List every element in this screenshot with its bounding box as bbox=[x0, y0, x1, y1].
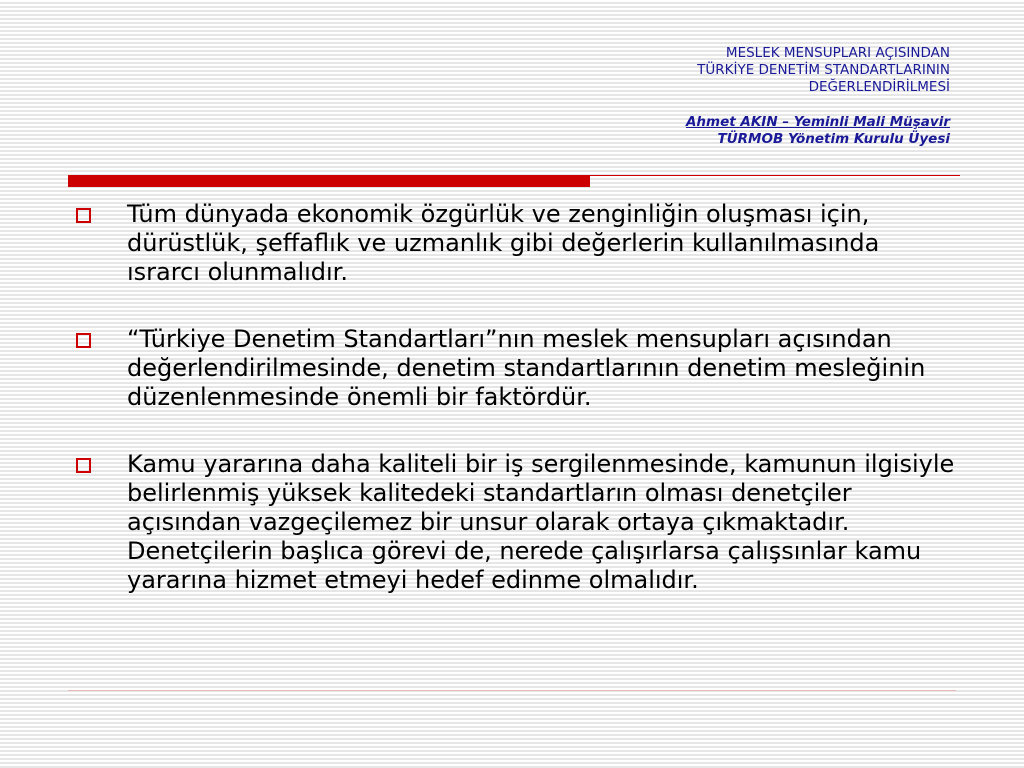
footer-divider bbox=[68, 690, 956, 691]
bullet-text-3: Kamu yararına daha kaliteli bir iş sergilenmesinde, kamunun ilgisiyle belirlenmiş yüksek kalitedeki standartların olması denetçiler açısından vazgeçilemez bir unsur olarak ortaya çıkmaktadır. Denetçilerin başlıca görevi de, nerede çalışırlarsa çalışsınlar kamu yararına hizmet etmeyi hedef edinme olmalıdır. bbox=[127, 450, 955, 594]
slide-header bbox=[686, 45, 950, 148]
header-red-rule bbox=[590, 175, 960, 176]
square-bullet-icon bbox=[76, 208, 91, 223]
header-spacer bbox=[686, 96, 950, 114]
bullet-item-1 bbox=[76, 200, 956, 287]
square-bullet-icon bbox=[76, 458, 91, 473]
header-title-line-3: DEĞERLENDİRİLMESİ bbox=[808, 79, 950, 95]
header-red-bar bbox=[68, 175, 590, 187]
header-organization: TÜRMOB Yönetim Kurulu Üyesi bbox=[717, 131, 950, 147]
bullet-text-2: “Türkiye Denetim Standartları”nın meslek mensupları açısından değerlendirilmesinde, denetim standartlarının denetim mesleğinin düzenlenmesinde önemli bir faktördür. bbox=[127, 325, 926, 411]
square-bullet-icon bbox=[76, 333, 91, 348]
header-author: Ahmet AKIN – Yeminli Mali Müşavir bbox=[685, 114, 950, 130]
bullet-item-2 bbox=[76, 325, 956, 412]
header-title-line-1: MESLEK MENSUPLARI AÇISINDAN bbox=[725, 45, 950, 61]
slide-body bbox=[76, 200, 956, 595]
bullet-item-3 bbox=[76, 450, 956, 595]
bullet-text-1: Tüm dünyada ekonomik özgürlük ve zenginliğin oluşması için, dürüstlük, şeffaflık ve uzmanlık gibi değerlerin kullanılmasında ısrarcı olunmalıdır. bbox=[127, 200, 880, 286]
header-title-line-2: TÜRKİYE DENETİM STANDARTLARININ bbox=[697, 62, 950, 78]
